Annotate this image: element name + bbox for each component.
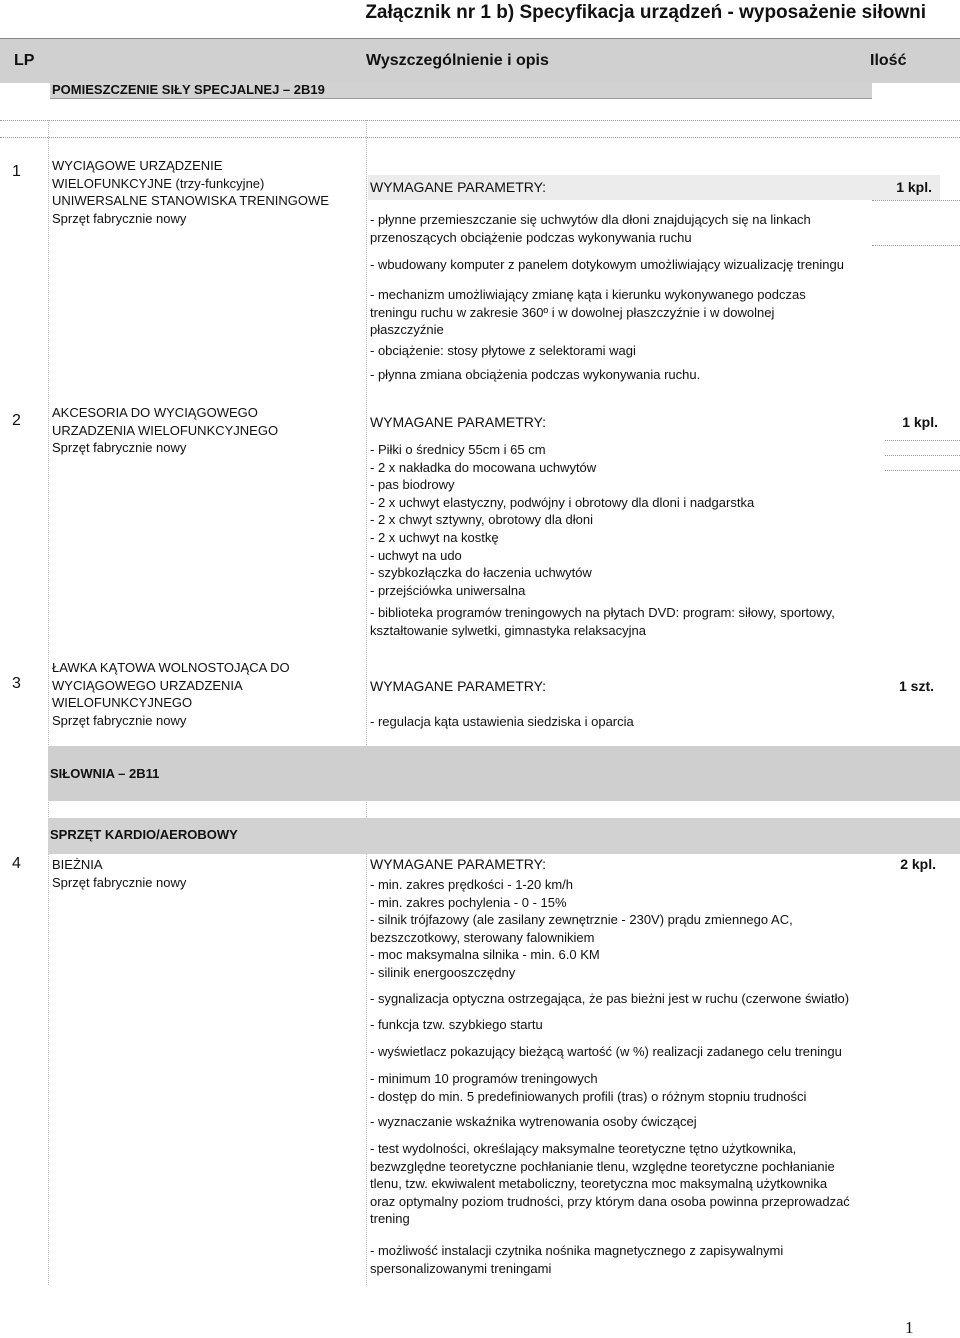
table-header [0, 38, 960, 83]
item-4-requirements-header: WYMAGANE PARAMETRY: [370, 856, 547, 872]
section-room-2b19: POMIESZCZENIE SIŁY SPECJALNEJ – 2B19 [50, 82, 872, 99]
item-2-note: Sprzęt fabrycznie nowy [52, 440, 187, 456]
item-4-note: Sprzęt fabrycznie nowy [52, 874, 187, 890]
item-3-note: Sprzęt fabrycznie nowy [52, 712, 187, 728]
section-gym-2b11: SIŁOWNIA – 2B11 [48, 746, 960, 801]
item-1-requirements-header: WYMAGANE PARAMETRY: 1 kpl. [368, 175, 940, 200]
header-quantity: Ilość [870, 52, 907, 69]
item-1-param: - obciążenie: stosy płytowe z selektorami wagi [370, 343, 636, 358]
item-4-param: - wyznaczanie wskaźnika wytrenowania osoby ćwiczącej [370, 1114, 697, 1129]
row-divider [0, 120, 960, 121]
header-lp: LP [14, 52, 35, 69]
item-4-param: - min. zakres prędkości - 1-20 km/h - min. zakres pochylenia - 0 - 15% - silnik trójfazowy (ale zasilany zewnętrznie - 230V) prądu zmiennego AC, bezszczotkowy, sterowany falownikiem - moc maksymalna silnika - min. 6.0 KM - silinik energooszczędny [370, 877, 793, 980]
item-4-param: - wyświetlacz pokazujący bieżącą wartość (w %) realizacji zadanego celu treningu [370, 1044, 842, 1059]
item-3-lp: 3 [12, 675, 21, 692]
item-1-name: WYCIĄGOWE URZĄDZENIE WIELOFUNKCYJNE (trzy-funkcyjne) UNIWERSALNE STANOWISKA TRENINGOWE Sprzęt fabrycznie nowy [52, 158, 329, 226]
item-1-note: Sprzęt fabrycznie nowy [52, 210, 187, 226]
item-3-requirements-header: WYMAGANE PARAMETRY: [370, 678, 547, 694]
item-4-param: - test wydolności, określający maksymalne teoretyczne tętno użytkownika, bezwzględne teoretyczne pochłanianie tlenu, względne teoretyczne pochłanianie tlenu, tzw. ekwiwalent metaboliczny, teoretyczna moc maksymalną użytkownika oraz optymalny poziom trudności, przy którym dana osoba powinna przeprowadzać trening [370, 1141, 850, 1227]
item-4-quantity: 2 kpl. [900, 856, 936, 872]
row-divider [0, 137, 960, 138]
item-1-param: - wbudowany komputer z panelem dotykowym umożliwiający wizualizację treningu [370, 257, 844, 272]
item-3-name: ŁAWKA KĄTOWA WOLNOSTOJĄCA DO WYCIĄGOWEGO URZADZENIA WIELOFUNKCYJNEGO Sprzęt fabrycznie nowy [52, 660, 290, 728]
item-2-param-list: - Piłki o średnicy 55cm i 65 cm - 2 x nakładka do mocowana uchwytów - pas biodrowy - 2 x uchwyt elastyczny, podwójny i obrotowy dla dloni i nadgarstka - 2 x chwyt sztywny, obrotowy dla dłoni - 2 x uchwyt na kostkę - uchwyt na udo - szybkozłączka do łaczenia uchwytów - przejściówka uniwersalna [370, 442, 755, 598]
section-cardio: SPRZĘT KARDIO/AEROBOWY [48, 818, 960, 854]
document-title: Załącznik nr 1 b) Specyfikacja urządzeń - wyposażenie siłowni [365, 2, 926, 23]
item-4-param: - funkcja tzw. szybkiego startu [370, 1017, 543, 1032]
row-divider [872, 200, 960, 201]
row-divider [885, 440, 960, 441]
header-description: Wyszczególnienie i opis [366, 52, 549, 69]
row-divider [885, 470, 960, 471]
item-1-param: - płynne przemieszczanie się uchwytów dla dłoni znajdujących się na linkach przenoszących obciążenie podczas wykonywania ruchu [370, 212, 811, 245]
item-3-param: - regulacja kąta ustawienia siedziska i oparcia [370, 714, 634, 729]
column-divider [366, 120, 367, 1285]
item-2-name: AKCESORIA DO WYCIĄGOWEGO URZADZENIA WIELOFUNKCYJNEGO Sprzęt fabrycznie nowy [52, 405, 279, 456]
item-4-param: - minimum 10 programów treningowych - dostęp do min. 5 predefiniowanych profili (tras) o różnym stopniu trudności [370, 1071, 807, 1104]
item-2-quantity: 1 kpl. [902, 414, 938, 430]
item-4-param: - możliwość instalacji czytnika nośnika magnetycznego z zapisywalnymi spersonalizowanymi treningami [370, 1243, 784, 1276]
row-divider [872, 245, 960, 246]
item-1-lp: 1 [12, 163, 21, 180]
item-4-name: BIEŻNIA Sprzęt fabrycznie nowy [52, 857, 187, 890]
item-4-param: - sygnalizacja optyczna ostrzegająca, że pas bieżni jest w ruchu (czerwone światło) [370, 991, 850, 1006]
item-4-lp: 4 [12, 855, 21, 872]
item-2-lp: 2 [12, 412, 21, 429]
column-divider [48, 120, 49, 1285]
item-2-library: - biblioteka programów treningowych na płytach DVD: program: siłowy, sportowy, kształtowanie sylwetki, gimnastyka relaksacyjna [370, 605, 835, 638]
item-2-requirements-header: WYMAGANE PARAMETRY: [370, 414, 547, 430]
item-1-param: - płynna zmiana obciążenia podczas wykonywania ruchu. [370, 367, 701, 382]
item-1-param: - mechanizm umożliwiający zmianę kąta i kierunku wykonywanego podczas treningu ruchu w zakresie 360º i w dowolnej płaszczyźnie i w dowolnej płaszczyźnie [370, 287, 806, 338]
page-number: 1 [905, 1318, 914, 1337]
item-3-quantity: 1 szt. [898, 678, 934, 694]
row-divider [885, 455, 960, 456]
item-1-quantity: 1 kpl. [896, 179, 932, 195]
